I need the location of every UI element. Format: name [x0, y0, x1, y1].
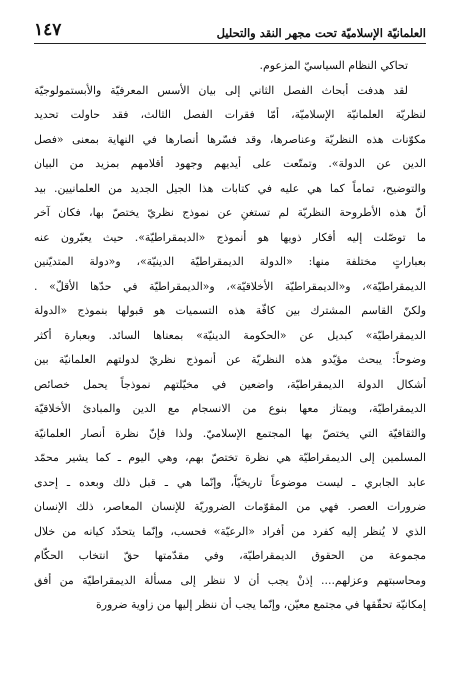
text-line: بعباراتٍ مختلفة منها: «الدولة الديمقراطيّة الدينيّة»، و«دولة المتديّنين	[34, 255, 426, 268]
text-line: ولكنّ القاسم المشترك بين كافّة هذه التسميات هو قبولها بنموذج «الدولة	[34, 304, 426, 317]
text-line: والتوضيح، تماماً كما هي عليه في كتابات هذا الجيل الجديد من العلمانيين. بيد	[34, 181, 426, 195]
text-line: أشكال الدولة الديمقراطيّة، واضعين في مخيّلتهم نموذجاً يحمل خصائص	[34, 377, 426, 391]
text-line: مجموعة من الحقوق الديمقراطيّة، وفي مقدّمتها حقّ انتخاب الحكّام	[34, 549, 426, 562]
text-line: والثقافيّة التي يختصّ بها المجتمع الإسلاميّ. ولذا فإنّ نظرة أنصار العلمانيّة	[34, 426, 426, 440]
text-line: إمكانيّة تحقّقها في مجتمع معيّن، وإنّما يجب أن ننظر إليها من زاوية ضرورة	[96, 598, 426, 611]
text-line: ما توصّلت إليه أفكار ذويها هو أنموذج «الديمقراطيّة». حيث يعبّرون عنه	[34, 230, 426, 244]
text-line: الديمقراطيّة، ويمتاز معها بنوع من الانسجام مع الدين والمبادئ الأخلاقيّة	[34, 402, 426, 415]
text-line: تحاكي النظام السياسيّ المزعوم.	[259, 59, 408, 72]
text-line: مكوّنات هذه النظريّة وعناصرها، وقد فسّرها أنصارها في النهاية بمعنى «فصل	[34, 132, 426, 146]
text-line: وضوحاً: يبحث مؤيّدو هذه النظريّة عن أنموذج نظريّ لدولتهم العلمانيّة بين	[34, 353, 426, 366]
running-header	[34, 18, 426, 44]
text-line: الذي لا يُنظر إليه كفرد من أفراد «الرعيّة» فحسب، وإنّما يتحدّد كيانه من خلال	[34, 524, 426, 538]
text-line: أنّ هذه الأطروحة النظريّة لم تستغنِ عن نموذج نظريّ يختصّ بها، فكان آخر	[34, 206, 426, 219]
text-line: المسلمين إلى الديمقراطيّة هي نظرة تختصّ بهم، وهي اليوم ـ كما يشير محمّد	[34, 451, 426, 464]
text-line: الدين عن الدولة». وتمتّعت على أيديهم وجهود أقلامهم بمزيد من البيان	[34, 157, 426, 170]
text-line: ومحاسبتهم وعزلهم.... إذنْ يجب أن لا ننظر إلى مسألة الديمقراطيّة من أفق	[34, 573, 426, 587]
text-line: لنظريّة العلمانيّة الإسلاميّة، أمّا فقرات الفصل الثالث، فقد حاولت تحديد	[34, 108, 426, 121]
header-title: العلمانيّة الإسلاميّة تحت مجهر النقد والتحليل	[216, 26, 426, 40]
text-line: لقد هدفت أبحاث الفصل الثاني إلى بيان الأسس المعرفيّة والأبستمولوجيّة	[34, 83, 408, 97]
text-line: الديمقراطيّة» كبديل عن «الحكومة الدينيّة» بمعناها السائد. وبعبارة أكثر	[34, 328, 426, 342]
text-line: عابد الجابري ـ ليست موضوعاً تاريخيّاً، وإنّما هي ـ قبل ذلك وبعده ـ إحدى	[34, 475, 426, 489]
page-number: ١٤٧	[34, 20, 62, 40]
text-line: ضرورات العصر. فهي من المقوّمات الضروريّة للإنسان المعاصر، ذلك الإنسان	[34, 500, 426, 513]
text-line: الديمقراطيّة»، و«الديمقراطيّة الأخلاقيّة»، و«الديمقراطيّة في حدّها الأقلّ» .	[34, 279, 426, 293]
body-text	[34, 54, 426, 618]
